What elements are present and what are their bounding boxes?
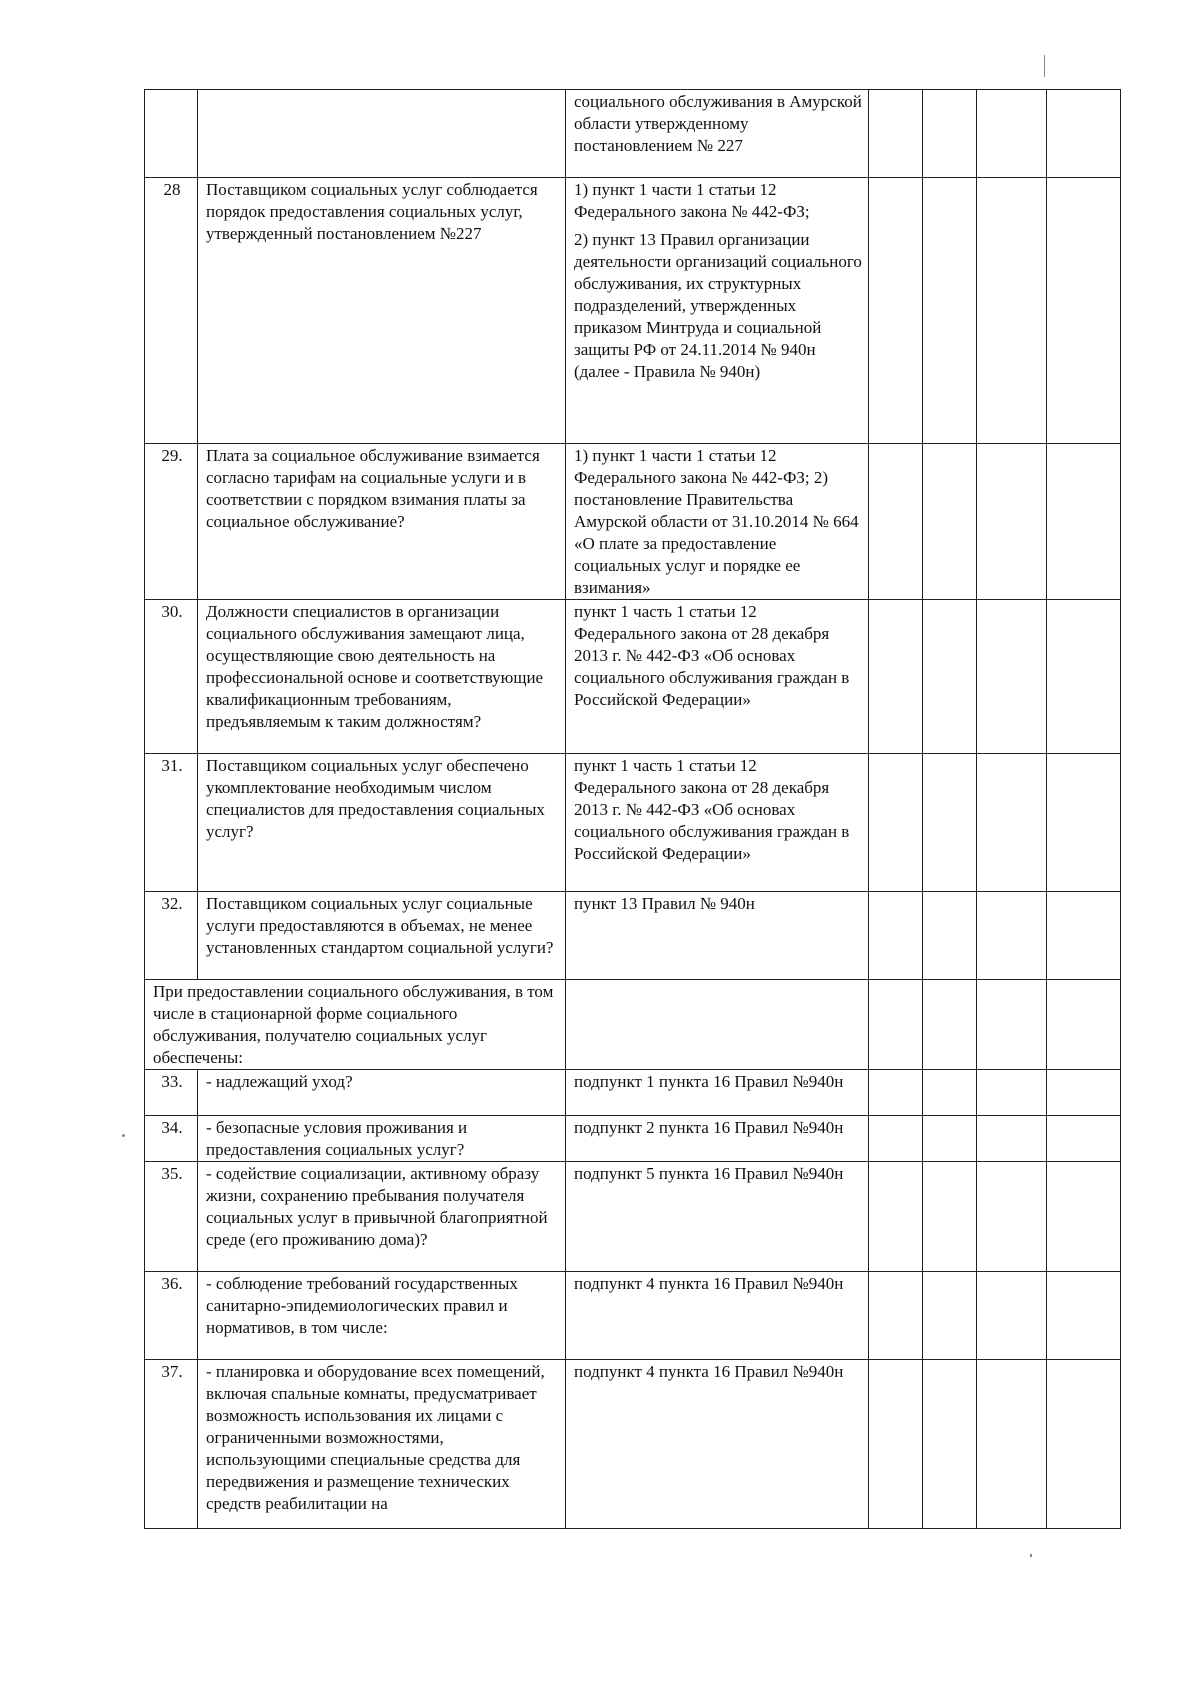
row-number: 28 — [145, 178, 198, 444]
reference-cell — [566, 600, 869, 754]
answer-cell — [1047, 444, 1121, 600]
answer-cell — [977, 754, 1047, 892]
reference-cell — [566, 90, 869, 178]
answer-cell — [977, 178, 1047, 444]
answer-cell — [1047, 1272, 1121, 1360]
answer-cell — [869, 1272, 923, 1360]
answer-cell — [869, 600, 923, 754]
answer-cell — [923, 444, 977, 600]
row-number: 35. — [145, 1162, 198, 1272]
row-number: 34. — [145, 1116, 198, 1162]
answer-cell — [923, 1360, 977, 1529]
reference-cell — [566, 1360, 869, 1529]
scan-speck — [1030, 1554, 1032, 1557]
reference-cell — [566, 444, 869, 600]
answer-cell — [923, 754, 977, 892]
row-number: 30. — [145, 600, 198, 754]
reference-cell — [566, 178, 869, 444]
answer-cell — [923, 90, 977, 178]
reference-text: пункт 1 часть 1 статьи 12 Федерального закона от 28 декабря 2013 г. № 442-ФЗ «Об основах социального обслуживания граждан в Российской Федерации» — [574, 602, 850, 709]
answer-cell — [869, 980, 923, 1070]
checklist-row — [145, 90, 1121, 178]
reference-text: подпункт 1 пункта 16 Правил №940н — [574, 1072, 844, 1091]
reference-cell — [566, 1116, 869, 1162]
reference-text: подпункт 4 пункта 16 Правил №940н — [574, 1274, 844, 1293]
answer-cell — [923, 980, 977, 1070]
checklist-table — [144, 89, 1121, 1529]
answer-cell — [977, 1360, 1047, 1529]
answer-cell — [1047, 600, 1121, 754]
checklist-row — [145, 892, 1121, 980]
checklist-row — [145, 178, 1121, 444]
reference-text: 2) пункт 13 Правил организации деятельности организаций социального обслуживания, их структурных подразделений, утвержденных приказом Минтруда и социальной защиты РФ от 24.11.2014 № 940н (далее - Правила № 940н) — [574, 230, 862, 381]
reference-cell — [566, 1162, 869, 1272]
reference-text: 1) пункт 1 части 1 статьи 12 Федерального закона № 442-ФЗ; 2) постановление Правительства Амурской области от 31.10.2014 № 664 «О плате за предоставление социальных услуг и порядке ее взимания» — [574, 446, 859, 597]
row-number: 31. — [145, 754, 198, 892]
answer-cell — [923, 1272, 977, 1360]
answer-cell — [869, 1070, 923, 1116]
scan-speck — [1044, 55, 1045, 77]
answer-cell — [1047, 1116, 1121, 1162]
reference-cell — [566, 1070, 869, 1116]
reference-text: пункт 1 часть 1 статьи 12 Федерального закона от 28 декабря 2013 г. № 442-ФЗ «Об основах социального обслуживания граждан в Российской Федерации» — [574, 756, 850, 863]
answer-cell — [869, 90, 923, 178]
answer-cell — [977, 1070, 1047, 1116]
question-cell: Должности специалистов в организации социального обслуживания замещают лица, осуществляющие свою деятельность на профессиональной основе и соответствующие квалификационным требованиям, предъявляемым к таким должностям? — [198, 600, 566, 754]
answer-cell — [977, 1162, 1047, 1272]
answer-cell — [869, 1360, 923, 1529]
answer-cell — [1047, 1360, 1121, 1529]
question-cell: - безопасные условия проживания и предоставления социальных услуг? — [198, 1116, 566, 1162]
reference-cell — [566, 892, 869, 980]
answer-cell — [1047, 754, 1121, 892]
question-cell: - планировка и оборудование всех помещений, включая спальные комнаты, предусматривает возможность использования их лицами с ограниченными возможностями, использующими специальные средства для передвижения и размещение технических средств реабилитации на — [198, 1360, 566, 1529]
answer-cell — [1047, 980, 1121, 1070]
checklist-row — [145, 754, 1121, 892]
row-number: 33. — [145, 1070, 198, 1116]
section-heading: При предоставлении социального обслуживания, в том числе в стационарной форме социального обслуживания, получателю социальных услуг обеспечены: — [145, 980, 566, 1070]
answer-cell — [869, 1162, 923, 1272]
answer-cell — [923, 1070, 977, 1116]
answer-cell — [1047, 892, 1121, 980]
row-number: 32. — [145, 892, 198, 980]
question-cell: Плата за социальное обслуживание взимается согласно тарифам на социальные услуги и в соответствии с порядком взимания платы за социальное обслуживание? — [198, 444, 566, 600]
answer-cell — [977, 980, 1047, 1070]
answer-cell — [1047, 1162, 1121, 1272]
question-cell: Поставщиком социальных услуг соблюдается порядок предоставления социальных услуг, утвержденный постановлением №227 — [198, 178, 566, 444]
checklist-row — [145, 1272, 1121, 1360]
checklist-row — [145, 444, 1121, 600]
scan-speck — [122, 1134, 125, 1137]
question-cell: - соблюдение требований государственных санитарно-эпидемиологических правил и нормативов, в том числе: — [198, 1272, 566, 1360]
checklist-row — [145, 1162, 1121, 1272]
row-number — [145, 90, 198, 178]
reference-cell — [566, 1272, 869, 1360]
checklist-row — [145, 1116, 1121, 1162]
answer-cell — [977, 444, 1047, 600]
reference-cell — [566, 754, 869, 892]
answer-cell — [869, 444, 923, 600]
answer-cell — [869, 178, 923, 444]
answer-cell — [923, 1162, 977, 1272]
question-cell: Поставщиком социальных услуг социальные услуги предоставляются в объемах, не менее установленных стандартом социальной услуги? — [198, 892, 566, 980]
answer-cell — [869, 1116, 923, 1162]
answer-cell — [977, 892, 1047, 980]
answer-cell — [923, 892, 977, 980]
question-cell: Поставщиком социальных услуг обеспечено укомплектование необходимым числом специалистов для предоставления социальных услуг? — [198, 754, 566, 892]
answer-cell — [977, 1116, 1047, 1162]
reference-text: подпункт 5 пункта 16 Правил №940н — [574, 1164, 844, 1183]
answer-cell — [923, 600, 977, 754]
answer-cell — [977, 1272, 1047, 1360]
answer-cell — [1047, 90, 1121, 178]
answer-cell — [923, 178, 977, 444]
answer-cell — [1047, 1070, 1121, 1116]
reference-text: социального обслуживания в Амурской области утвержденному постановлением № 227 — [574, 92, 862, 155]
reference-text: 1) пункт 1 части 1 статьи 12 Федерального закона № 442-ФЗ; — [574, 180, 810, 221]
checklist-row — [145, 1070, 1121, 1116]
checklist-row — [145, 600, 1121, 754]
answer-cell — [977, 600, 1047, 754]
question-cell: - содействие социализации, активному образу жизни, сохранению пребывания получателя социальных услуг в привычной благоприятной среде (его проживанию дома)? — [198, 1162, 566, 1272]
row-number: 29. — [145, 444, 198, 600]
question-cell — [198, 90, 566, 178]
reference-text: пункт 13 Правил № 940н — [574, 894, 755, 913]
answer-cell — [977, 90, 1047, 178]
answer-cell — [869, 754, 923, 892]
reference-text: подпункт 4 пункта 16 Правил №940н — [574, 1362, 844, 1381]
answer-cell — [923, 1116, 977, 1162]
section-row — [145, 980, 1121, 1070]
checklist-row — [145, 1360, 1121, 1529]
question-cell: - надлежащий уход? — [198, 1070, 566, 1116]
reference-text: подпункт 2 пункта 16 Правил №940н — [574, 1118, 844, 1137]
reference-cell — [566, 980, 869, 1070]
answer-cell — [869, 892, 923, 980]
row-number: 36. — [145, 1272, 198, 1360]
answer-cell — [1047, 178, 1121, 444]
row-number: 37. — [145, 1360, 198, 1529]
